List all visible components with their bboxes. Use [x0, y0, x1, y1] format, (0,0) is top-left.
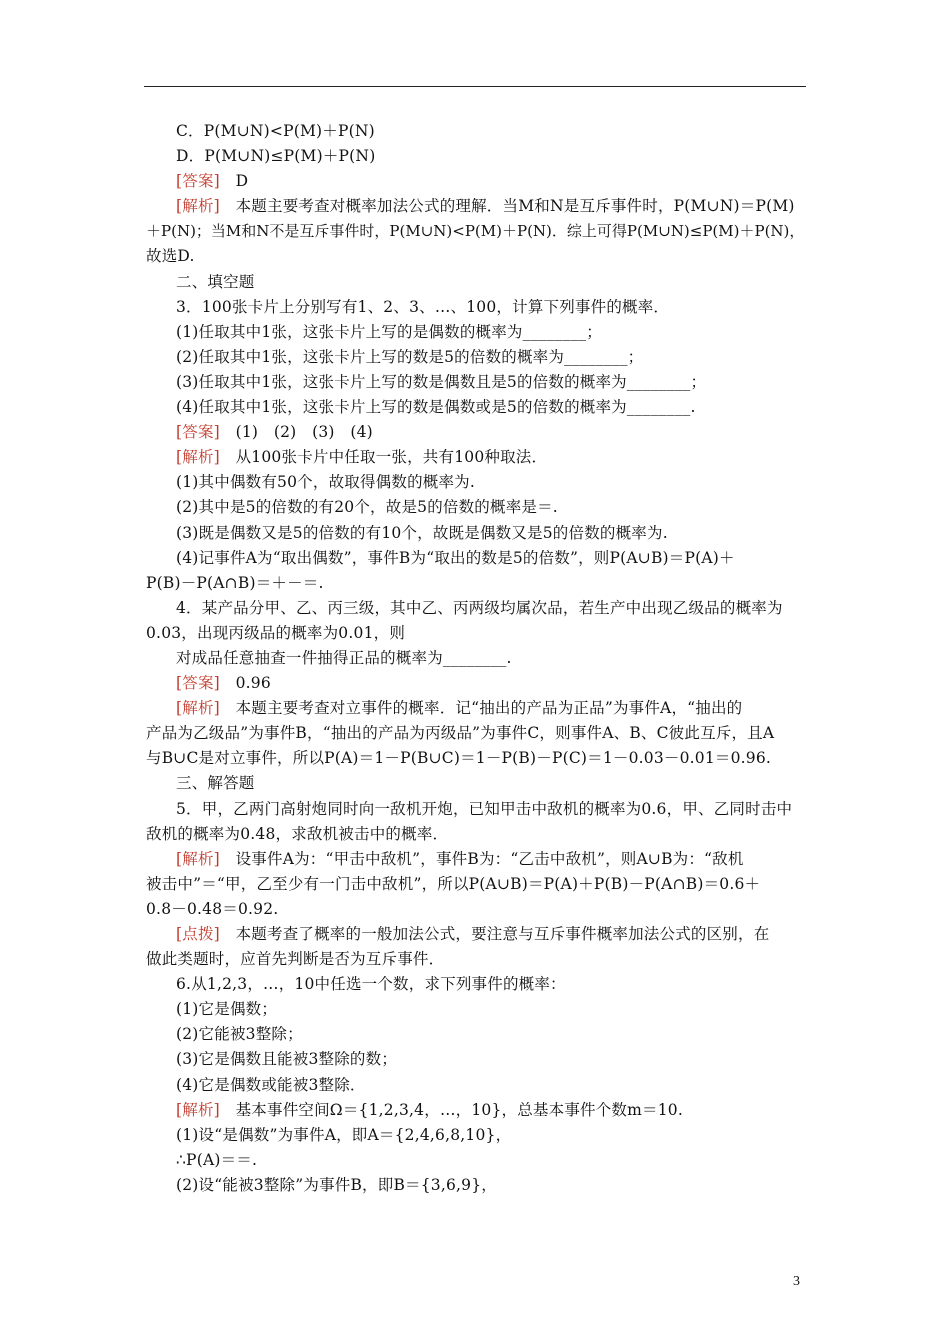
text-line [146, 270, 806, 295]
line-text: 0.8－0.48＝0.92. [146, 899, 279, 918]
line-text: (3)任取其中1张，这张卡片上写的数是偶数且是5的倍数的概率为________； [176, 372, 707, 391]
text-line [146, 997, 806, 1022]
line-text: 故选D. [146, 247, 195, 266]
text-line [146, 922, 806, 947]
text-line [146, 571, 806, 596]
line-text: (3)既是偶数又是5的倍数的有10个，故既是偶数又是5的倍数的概率为. [176, 523, 668, 542]
text-line [146, 370, 806, 395]
section-tag: [解析] [176, 197, 220, 216]
line-text: 产品为乙级品”为事件B，“抽出的产品为丙级品”为事件C，则事件A、B、C彼此互斥，且A [146, 724, 775, 743]
text-line [146, 646, 806, 671]
text-line [146, 771, 806, 796]
text-line [146, 521, 806, 546]
line-text: (2)任取其中1张，这张卡片上写的数是5的倍数的概率为________； [176, 347, 644, 366]
text-line [146, 897, 806, 922]
text-line [146, 169, 806, 194]
text-line [146, 219, 806, 244]
line-text: ＋P(N)；当M和N不是互斥事件时，P(M∪N)<P(M)＋P(N)．综上可得P(M∪N)≤P(M)＋P(N)， [146, 222, 805, 241]
line-text: 3．100张卡片上分别写有1、2、3、…、100，计算下列事件的概率． [176, 297, 670, 316]
text-line [146, 470, 806, 495]
line-text: C．P(M∪N)<P(M)＋P(N) [176, 122, 375, 140]
line-text: 本题考查了概率的一般加法公式，要注意与互斥事件概率加法公式的区别，在 [219, 925, 770, 943]
line-text: P(B)－P(A∩B)＝＋－＝. [146, 573, 324, 592]
text-line [146, 395, 806, 420]
line-text: 本题主要考查对立事件的概率．记“抽出的产品为正品”为事件A，“抽出的 [219, 699, 743, 718]
text-line [146, 822, 806, 847]
section-tag: [解析] [176, 849, 220, 868]
text-line [146, 1173, 806, 1198]
line-text: 0.96 [219, 674, 271, 693]
line-text: ∴P(A)＝＝. [176, 1150, 258, 1169]
page-number: 3 [793, 1274, 800, 1289]
line-text: (1)它是偶数； [176, 1000, 278, 1019]
line-text: 本题主要考查对概率加法公式的理解．当M和N是互斥事件时，P(M∪N)＝P(M) [219, 197, 795, 216]
section-tag: [解析] [176, 1100, 220, 1119]
line-text: 敌机的概率为0.48，求敌机被击中的概率． [146, 824, 449, 843]
line-text: 0.03，出现丙级品的概率为0.01，则 [146, 623, 406, 642]
text-line [146, 596, 806, 621]
document-body [146, 119, 806, 1198]
line-text: 与B∪C是对立事件，所以P(A)＝1－P(B∪C)＝1－P(B)－P(C)＝1－0.03－0.01＝0.96. [146, 749, 772, 768]
text-line [146, 244, 806, 269]
line-text: 6.从1,2,3，…，10中任选一个数，求下列事件的概率： [176, 975, 566, 994]
line-text: D [219, 172, 249, 191]
line-text: D．P(M∪N)≤P(M)＋P(N) [176, 147, 376, 166]
section-tag: [点拨] [176, 925, 220, 943]
text-line [146, 621, 806, 646]
text-line [146, 947, 806, 972]
section-tag: [解析] [176, 448, 220, 467]
text-line [146, 119, 806, 144]
text-line [146, 420, 806, 445]
line-text: 基本事件空间Ω＝{1,2,3,4，…，10}，总基本事件个数m＝10. [219, 1100, 683, 1119]
line-text: 对成品任意抽查一件抽得正品的概率为________. [176, 648, 512, 667]
section-tag: [答案] [176, 423, 220, 442]
line-text: (1)任取其中1张，这张卡片上写的是偶数的概率为________； [176, 322, 602, 341]
line-text: (3)它是偶数且能被3整除的数； [176, 1050, 398, 1069]
section-tag: [答案] [176, 172, 220, 191]
line-text: (4)记事件A为“取出偶数”，事件B为“取出的数是5的倍数”，则P(A∪B)＝P(A)＋ [176, 548, 735, 567]
line-text: (4)任取其中1张，这张卡片上写的数是偶数或是5的倍数的概率为________. [176, 398, 696, 417]
text-line [146, 1148, 806, 1173]
text-line [146, 144, 806, 169]
line-text: 从100张卡片中任取一张，共有100种取法． [219, 448, 548, 467]
line-text: (4)它是偶数或能被3整除． [176, 1075, 366, 1094]
text-line [146, 746, 806, 771]
text-line [146, 1073, 806, 1098]
text-line [146, 194, 806, 219]
text-line [146, 1022, 806, 1047]
line-text: 5．甲，乙两门高射炮同时向一敌机开炮，已知甲击中敌机的概率为0.6，甲、乙同时击中 [176, 799, 793, 818]
text-line [146, 1123, 806, 1148]
text-line [146, 696, 806, 721]
line-text: (1)设“是偶数”为事件A，即A＝{2,4,6,8,10}， [176, 1125, 512, 1144]
line-text: 二、填空题 [176, 272, 255, 291]
text-line [146, 495, 806, 520]
text-line [146, 295, 806, 320]
line-text: (2)它能被3整除； [176, 1025, 303, 1044]
section-tag: [答案] [176, 674, 220, 693]
text-line [146, 872, 806, 897]
line-text: (2)其中是5的倍数的有20个，故是5的倍数的概率是＝. [176, 498, 558, 517]
line-text: (2)设“能被3整除”为事件B，即B＝{3,6,9}， [176, 1175, 498, 1194]
text-line [146, 345, 806, 370]
text-line [146, 721, 806, 746]
section-tag: [解析] [176, 699, 220, 718]
text-line [146, 1047, 806, 1072]
line-text: 设事件A为：“甲击中敌机”，事件B为：“乙击中敌机”，则A∪B为：“敌机 [219, 849, 744, 868]
line-text: 被击中”＝“甲，乙至少有一门击中敌机”，所以P(A∪B)＝P(A)＋P(B)－P(A∩B)＝0.6＋ [146, 874, 761, 893]
line-text: 4．某产品分甲、乙、丙三级，其中乙、丙两级均属次品，若生产中出现乙级品的概率为 [176, 598, 783, 617]
text-line [146, 546, 806, 571]
line-text: (1) (2) (3) (4) [219, 423, 373, 442]
line-text: (1)其中偶数有50个，故取得偶数的概率为. [176, 473, 476, 492]
text-line [146, 972, 806, 997]
header-rule [144, 86, 806, 87]
text-line [146, 671, 806, 696]
text-line [146, 445, 806, 470]
line-text: 做此类题时，应首先判断是否为互斥事件． [146, 950, 445, 969]
line-text: 三、解答题 [176, 774, 255, 793]
text-line [146, 1098, 806, 1123]
text-line [146, 320, 806, 345]
text-line [146, 797, 806, 822]
text-line [146, 847, 806, 872]
